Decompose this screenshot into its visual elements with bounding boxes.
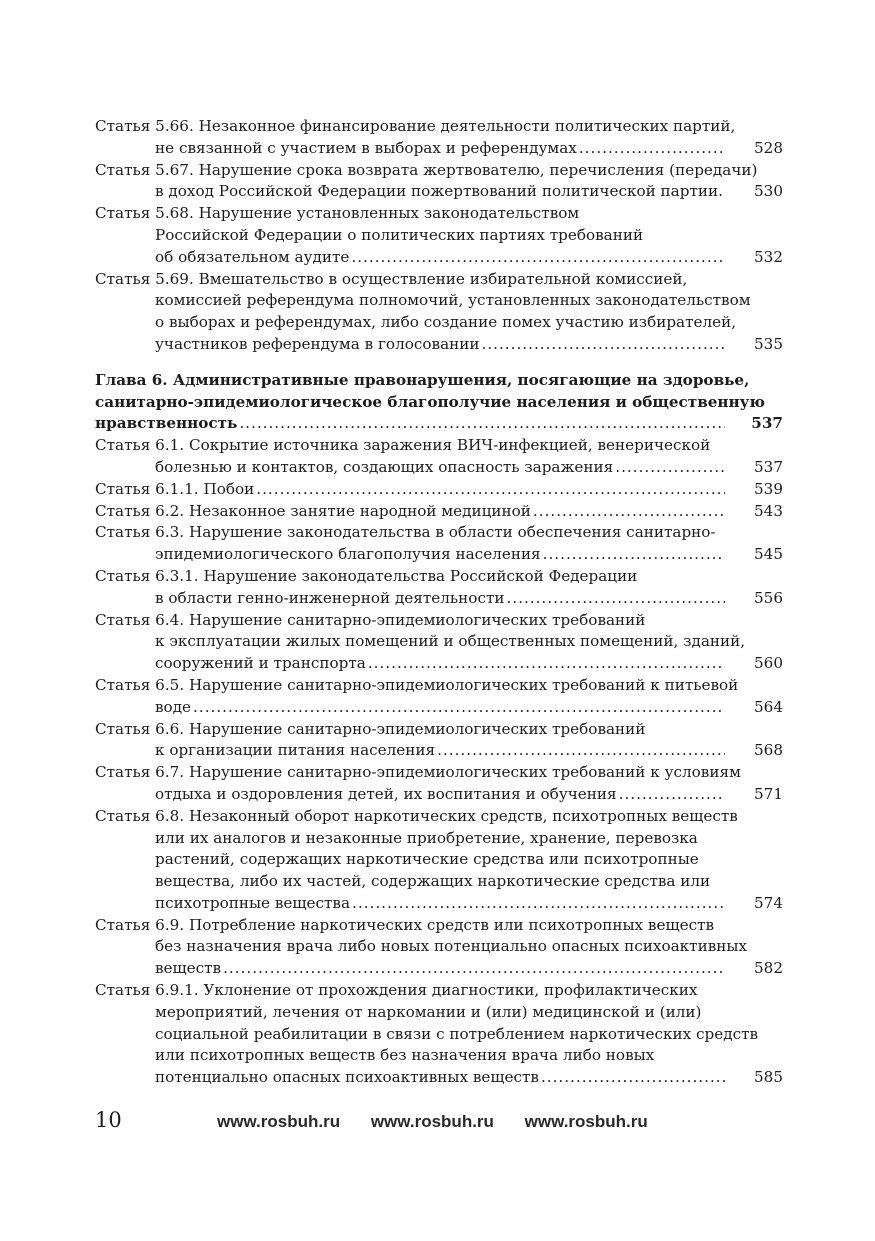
toc-line — [95, 1024, 783, 1046]
toc-line — [95, 719, 783, 741]
toc-leader — [95, 479, 725, 501]
toc-leader — [95, 501, 725, 523]
toc-line — [95, 138, 783, 160]
toc-leader — [155, 588, 725, 610]
toc-line — [95, 269, 783, 291]
toc-leader — [155, 958, 725, 980]
toc-leader — [155, 893, 725, 915]
toc-line-text: Статья 6.4. Нарушение санитарно-эпидемиологических требований — [95, 610, 646, 629]
toc-line — [95, 588, 783, 610]
toc-line — [95, 697, 783, 719]
footer-url[interactable]: www.rosbuh.ru — [217, 1112, 341, 1131]
toc-entry[interactable] — [95, 915, 783, 980]
dot-leader — [533, 501, 725, 523]
toc-line-text: или психотропных веществ без назначения врача либо новых — [155, 1046, 655, 1065]
toc-line-text: участников референдума в голосовании — [155, 334, 480, 353]
toc-leader — [155, 457, 725, 479]
dot-leader — [437, 740, 725, 762]
toc-line-text: в области генно-инженерной деятельности — [155, 588, 505, 607]
toc-page-number[interactable]: 535 — [754, 334, 783, 353]
toc-entry[interactable] — [95, 435, 783, 479]
toc-page-number[interactable]: 539 — [754, 479, 783, 498]
toc-line — [95, 762, 783, 784]
toc-entry[interactable] — [95, 160, 783, 204]
toc-page-number[interactable]: 571 — [754, 784, 783, 803]
toc-line-text: мероприятий, лечения от наркомании и (или) медицинской и (или) — [155, 1002, 702, 1021]
dot-leader — [579, 138, 725, 160]
toc-line — [95, 740, 783, 762]
toc-line-text: Статья 6.9.1. Уклонение от прохождения диагностики, профилактических — [95, 981, 698, 1000]
toc-line-text: Статья 5.67. Нарушение срока возврата жертвователю, перечисления (передачи) — [95, 160, 758, 179]
toc-line-text: Российской Федерации о политических партиях требований — [155, 225, 644, 244]
table-of-contents — [95, 116, 783, 1089]
toc-entry[interactable] — [95, 479, 783, 501]
toc-line-text: потенциально опасных психоактивных веществ — [155, 1068, 539, 1087]
toc-line-text: Статья 6.9. Потребление наркотических средств или психотропных веществ — [95, 915, 715, 934]
dot-leader — [368, 653, 725, 675]
toc-line-text: или их аналогов и незаконные приобретение, хранение, перевозка — [155, 828, 698, 847]
toc-entry[interactable] — [95, 269, 783, 356]
toc-line-text: сооружений и транспорта — [155, 654, 366, 673]
dot-leader — [352, 893, 725, 915]
toc-line — [95, 631, 783, 653]
toc-line — [95, 675, 783, 697]
toc-line — [95, 160, 783, 182]
toc-line — [95, 413, 783, 435]
toc-leader — [155, 653, 725, 675]
toc-line — [95, 457, 783, 479]
toc-line — [95, 849, 783, 871]
toc-line — [95, 828, 783, 850]
toc-line — [95, 653, 783, 675]
toc-line-text: Статья 5.69. Вмешательство в осуществление избирательной комиссией, — [95, 269, 688, 288]
toc-page-number[interactable]: 585 — [754, 1068, 783, 1087]
toc-line-text: санитарно-эпидемиологическое благополучие населения и общественную — [95, 392, 765, 411]
dot-leader — [482, 334, 726, 356]
toc-line-text: болезнью и контактов, создающих опасность заражения — [155, 457, 614, 476]
toc-line — [95, 203, 783, 225]
toc-line — [95, 479, 783, 501]
dot-leader — [193, 697, 725, 719]
toc-line — [95, 566, 783, 588]
toc-line — [95, 1045, 783, 1067]
toc-line — [95, 893, 783, 915]
toc-entry[interactable] — [95, 980, 783, 1089]
toc-leader — [155, 334, 725, 356]
toc-line-text: Статья 5.68. Нарушение установленных законодательством — [95, 204, 580, 223]
toc-page-number[interactable]: 532 — [754, 247, 783, 266]
toc-line-text: социальной реабилитации в связи с потреблением наркотических средств — [155, 1024, 759, 1043]
toc-line — [95, 980, 783, 1002]
toc-line — [95, 247, 783, 269]
toc-line — [95, 181, 783, 203]
toc-line-text: Статья 6.3.1. Нарушение законодательства Российской Федерации — [95, 566, 638, 585]
toc-line — [95, 312, 783, 334]
toc-line — [95, 871, 783, 893]
dot-leader — [543, 544, 725, 566]
toc-entry[interactable] — [95, 522, 783, 566]
toc-line-text: Статья 6.1. Сокрытие источника заражения ВИЧ-инфекцией, венерической — [95, 436, 711, 455]
footer-url[interactable]: www.rosbuh.ru — [524, 1112, 648, 1131]
toc-line — [95, 116, 783, 138]
toc-page-number[interactable]: 556 — [754, 588, 783, 607]
toc-line-text: веществ — [155, 959, 222, 978]
toc-line — [95, 501, 783, 523]
toc-line-text: Статья 6.8. Незаконный оборот наркотических средств, психотропных веществ — [95, 806, 738, 825]
toc-entry[interactable] — [95, 566, 783, 610]
toc-page-number[interactable]: 537 — [751, 414, 783, 433]
toc-line-text: не связанной с участием в выборах и референдумах — [155, 138, 577, 157]
toc-line — [95, 915, 783, 937]
toc-line-text: комиссией референдума полномочий, установленных законодательством — [155, 291, 751, 310]
toc-line — [95, 522, 783, 544]
toc-line-text: растений, содержащих наркотические средства или психотропные — [155, 850, 699, 869]
toc-page-number[interactable]: 564 — [754, 697, 783, 716]
dot-leader — [541, 1067, 725, 1089]
toc-entry[interactable] — [95, 116, 783, 160]
toc-line-text: Статья 6.5. Нарушение санитарно-эпидемиологических требований к питьевой — [95, 675, 739, 694]
toc-line-text: отдыха и оздоровления детей, их воспитания и обучения — [155, 784, 617, 803]
toc-leader — [155, 544, 725, 566]
toc-entry[interactable] — [95, 501, 783, 523]
toc-line-text: воде — [155, 697, 192, 716]
toc-entry[interactable] — [95, 675, 783, 719]
toc-chapter[interactable] — [95, 370, 783, 435]
toc-line-text: Статья 6.6. Нарушение санитарно-эпидемиологических требований — [95, 719, 646, 738]
toc-entry[interactable] — [95, 719, 783, 763]
toc-line-text: Статья 5.66. Незаконное финансирование деятельности политических партий, — [95, 117, 736, 135]
toc-line-text: эпидемиологического благополучия населения — [155, 545, 541, 564]
toc-line — [95, 1002, 783, 1024]
page-footer — [95, 1108, 795, 1138]
toc-leader — [155, 740, 725, 762]
toc-leader — [155, 784, 725, 806]
toc-line — [95, 225, 783, 247]
toc-page-number[interactable]: 582 — [754, 959, 783, 978]
toc-line — [95, 334, 783, 356]
toc-page-number[interactable]: 560 — [754, 654, 783, 673]
toc-entry[interactable] — [95, 806, 783, 915]
dot-leader — [223, 958, 725, 980]
toc-leader — [155, 697, 725, 719]
toc-line — [95, 290, 783, 312]
toc-line-text: вещества, либо их частей, содержащих наркотические средства или — [155, 872, 711, 891]
page-number: 10 — [95, 1108, 122, 1132]
toc-line-text: психотропные вещества — [155, 893, 351, 912]
toc-line-text: Статья 6.2. Незаконное занятие народной медициной — [95, 501, 531, 520]
toc-page-number[interactable]: 543 — [754, 501, 783, 520]
toc-entry[interactable] — [95, 610, 783, 675]
toc-line-text: Статья 6.7. Нарушение санитарно-эпидемиологических требований к условиям — [95, 763, 741, 782]
toc-line-text: в доход Российской Федерации пожертвований политической партии. — [155, 182, 723, 201]
toc-line-text: к организации питания населения — [155, 741, 436, 760]
toc-page-number[interactable]: 568 — [754, 741, 783, 760]
toc-entry[interactable] — [95, 762, 783, 806]
toc-line — [95, 544, 783, 566]
toc-leader — [95, 413, 725, 435]
toc-line-text: о выборах и референдумах, либо создание помех участию избирателей, — [155, 313, 737, 332]
dot-leader — [256, 479, 725, 501]
toc-line — [95, 784, 783, 806]
toc-line — [95, 1067, 783, 1089]
toc-line — [95, 936, 783, 958]
footer-urls — [217, 1112, 674, 1132]
footer-url[interactable]: www.rosbuh.ru — [370, 1112, 494, 1131]
toc-line-text: Глава 6. Административные правонарушения, посягающие на здоровье, — [95, 370, 750, 389]
toc-line-text: нравственность — [95, 414, 238, 433]
toc-line — [95, 370, 783, 392]
toc-line-text: без назначения врача либо новых потенциально опасных психоактивных — [155, 937, 748, 956]
dot-leader — [506, 588, 725, 610]
toc-line — [95, 610, 783, 632]
toc-line-text: к эксплуатации жилых помещений и общественных помещений, зданий, — [155, 632, 746, 651]
toc-leader — [155, 1067, 725, 1089]
toc-line-text: Статья 6.3. Нарушение законодательства в области обеспечения санитарно- — [95, 523, 716, 542]
toc-line — [95, 958, 783, 980]
toc-line — [95, 806, 783, 828]
toc-line-text: об обязательном аудите — [155, 247, 350, 266]
toc-leader — [155, 138, 725, 160]
dot-leader — [615, 457, 725, 479]
toc-page-number[interactable]: 574 — [754, 893, 783, 912]
toc-line — [95, 435, 783, 457]
dot-leader — [239, 413, 725, 435]
toc-entry[interactable] — [95, 203, 783, 268]
toc-page-number[interactable]: 528 — [754, 138, 783, 157]
toc-line-text: Статья 6.1.1. Побои — [95, 479, 255, 498]
toc-page-number[interactable]: 545 — [754, 545, 783, 564]
toc-leader — [155, 181, 725, 203]
toc-page-number[interactable]: 530 — [754, 182, 783, 201]
dot-leader — [351, 247, 725, 269]
toc-line — [95, 392, 783, 414]
toc-leader — [155, 247, 725, 269]
toc-page-number[interactable]: 537 — [754, 457, 783, 476]
dot-leader — [619, 784, 725, 806]
